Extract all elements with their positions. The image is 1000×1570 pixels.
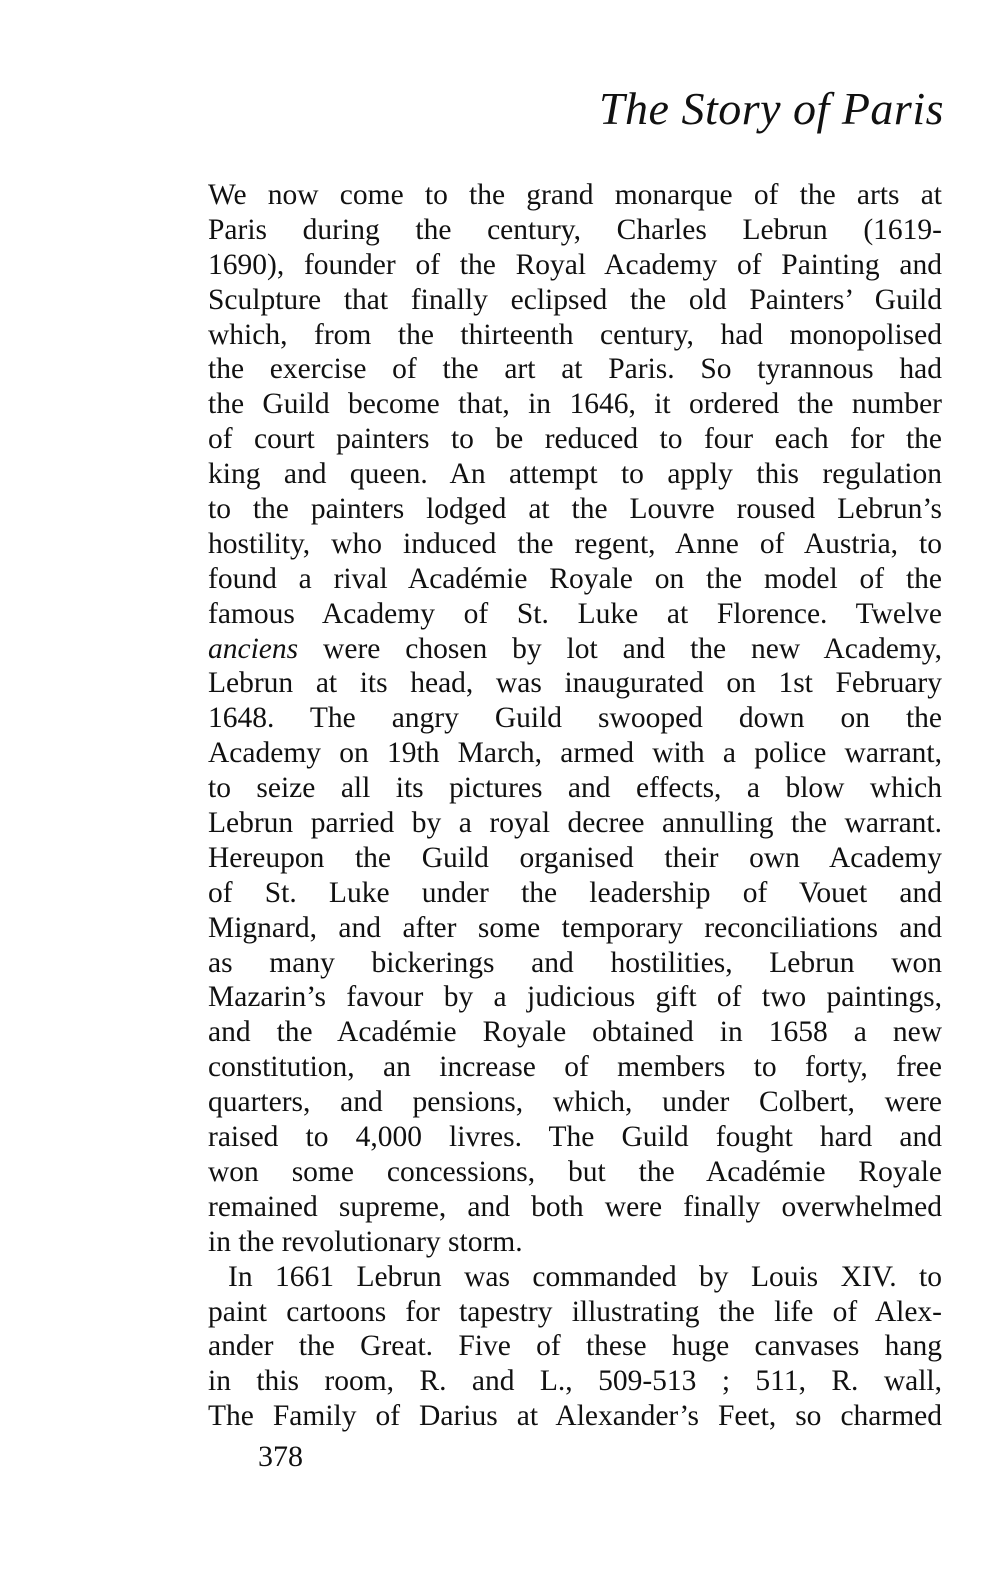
text-line [208, 318, 942, 353]
text-line [208, 1015, 942, 1050]
text-line [208, 1190, 942, 1225]
text-line [208, 1120, 942, 1155]
line-text: Academy on 19th March, armed with a police warrant, [208, 737, 942, 770]
text-line [208, 1085, 942, 1120]
text-line [208, 1329, 942, 1364]
line-text: hostility, who induced the regent, Anne of Austria, to [208, 527, 942, 560]
line-text: the Guild become that, in 1646, it ordered the number [208, 388, 942, 421]
line-text: We now come to the grand monarque of the arts at [208, 179, 942, 211]
line-text: Lebrun parried by a royal decree annulling the warrant. [208, 807, 942, 840]
text-line [208, 457, 942, 492]
line-text: were chosen by lot and the new Academy, [298, 632, 942, 665]
text-line [208, 213, 942, 248]
line-text: and the Académie Royale obtained in 1658 a new [208, 1016, 942, 1049]
text-line [208, 527, 942, 562]
text-line [208, 806, 942, 841]
line-text: Mignard, and after some temporary reconciliations and [208, 911, 942, 944]
line-text: Lebrun at its head, was inaugurated on 1st February [208, 667, 942, 700]
text-line [208, 1050, 942, 1085]
text-line [208, 422, 942, 457]
text-line [208, 352, 942, 387]
page-number: 378 [258, 1440, 303, 1473]
line-text: of court painters to be reduced to four each for the [208, 423, 942, 456]
line-text: In 1661 Lebrun was commanded by Louis XIV. to [228, 1260, 942, 1293]
line-text: famous Academy of St. Luke at Florence. Twelve [208, 597, 942, 630]
running-head: The Story of Paris [598, 83, 944, 134]
text-line [208, 876, 942, 911]
line-text: which, from the thirteenth century, had monopolised [208, 318, 942, 351]
text-line [208, 736, 942, 771]
text-line [208, 562, 942, 597]
text-line [208, 841, 942, 876]
text-line [208, 248, 942, 283]
line-text: king and queen. An attempt to apply this regulation [208, 458, 942, 491]
line-text: paint cartoons for tapestry illustrating the life of Alex- [208, 1295, 942, 1328]
line-text: found a rival Académie Royale on the model of the [208, 562, 942, 595]
body-text [208, 178, 942, 1434]
line-text: Paris during the century, Charles Lebrun (1619- [208, 213, 942, 246]
text-line [208, 911, 942, 946]
text-line [208, 1295, 942, 1330]
line-text: ander the Great. Five of these huge canvases hang [208, 1330, 942, 1363]
line-text: Hereupon the Guild organised their own Academy [208, 841, 942, 874]
text-line [208, 1364, 942, 1399]
text-line [208, 1260, 942, 1295]
line-text: in the revolutionary storm. [208, 1225, 523, 1258]
line-text: 1648. The angry Guild swooped down on the [208, 702, 942, 735]
line-text: Mazarin’s favour by a judicious gift of two paintings, [208, 981, 942, 1014]
line-text: the exercise of the art at Paris. So tyrannous had [208, 353, 942, 386]
line-text: raised to 4,000 livres. The Guild fought hard and [208, 1121, 942, 1154]
text-line [208, 701, 942, 736]
line-text: remained supreme, and both were finally overwhelmed [208, 1190, 942, 1223]
text-line [208, 946, 942, 981]
text-line [208, 492, 942, 527]
line-text: quarters, and pensions, which, under Colbert, were [208, 1086, 942, 1119]
italic-word: anciens [208, 632, 299, 665]
line-text: to seize all its pictures and effects, a blow which [208, 772, 942, 805]
text-line [208, 666, 942, 701]
text-line [208, 387, 942, 422]
line-text: in this room, R. and L., 509-513 ; 511, R. wall, [208, 1365, 942, 1398]
text-line [208, 771, 942, 806]
line-text: won some concessions, but the Académie Royale [208, 1155, 942, 1188]
text-line [208, 1225, 942, 1260]
text-line [208, 178, 942, 213]
line-text: to the painters lodged at the Louvre roused Lebrun’s [208, 493, 942, 526]
line-text: Sculpture that finally eclipsed the old Painters’ Guild [208, 283, 942, 316]
line-text: The Family of Darius at Alexander’s Feet, so charmed [208, 1400, 942, 1433]
text-line [208, 597, 942, 632]
line-text: as many bickerings and hostilities, Lebrun won [208, 946, 942, 979]
text-line [208, 283, 942, 318]
text-line [208, 980, 942, 1015]
line-text: 1690), founder of the Royal Academy of Painting and [208, 248, 942, 281]
text-line [208, 1155, 942, 1190]
line-text: constitution, an increase of members to forty, free [208, 1051, 942, 1084]
line-text: of St. Luke under the leadership of Vouet and [208, 876, 942, 909]
text-line [208, 632, 942, 667]
text-line [208, 1399, 942, 1434]
